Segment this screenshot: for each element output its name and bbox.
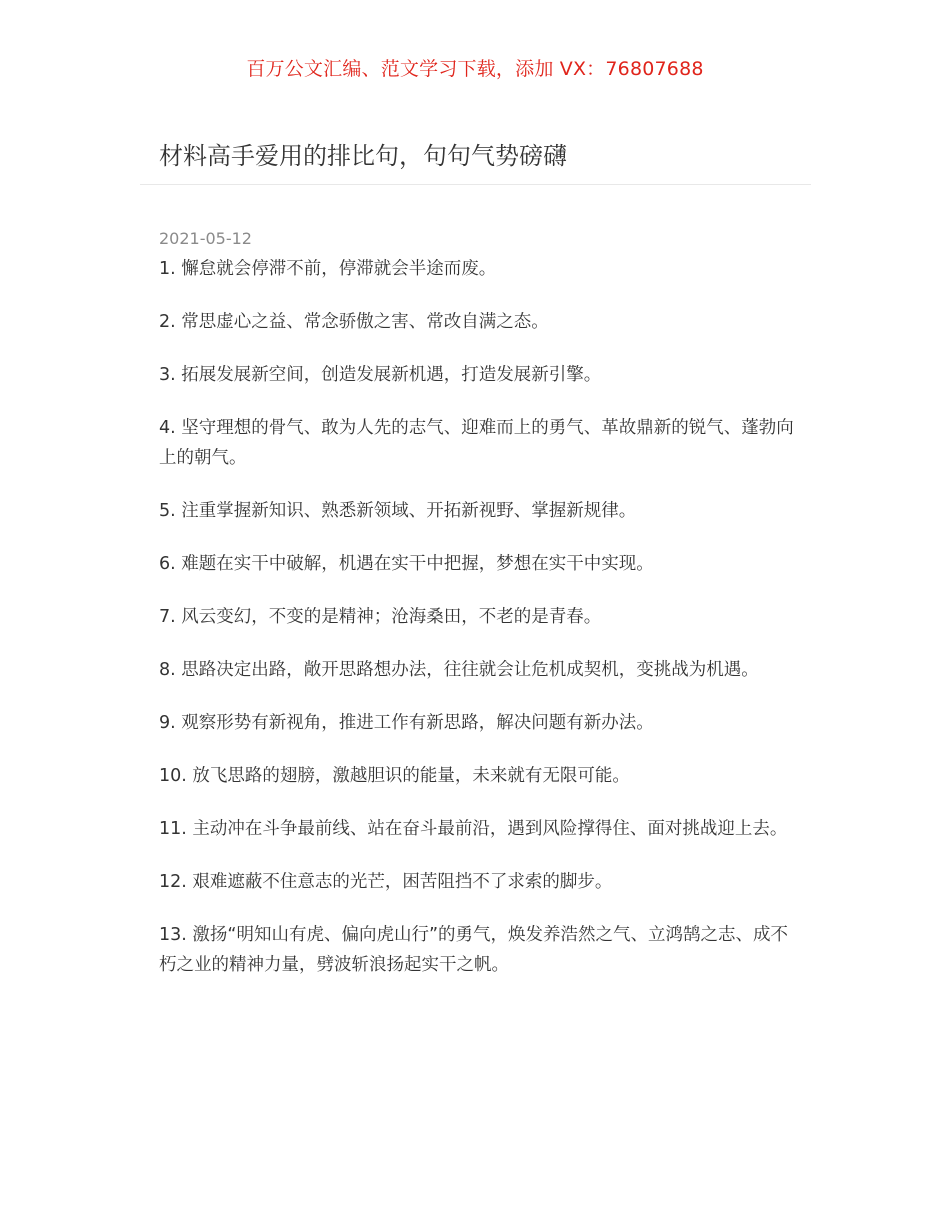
list-item: 9. 观察形势有新视角，推进工作有新思路，解决问题有新办法。 xyxy=(159,713,654,733)
publish-date: 2021-05-12 xyxy=(159,229,252,248)
promo-banner: 百万公文汇编、范文学习下载，添加 VX：76807688 xyxy=(246,58,704,80)
list-item: 10. 放飞思路的翅膀，激越胆识的能量，未来就有无限可能。 xyxy=(159,766,630,786)
list-item: 2. 常思虚心之益、常念骄傲之害、常改自满之态。 xyxy=(159,312,549,332)
list-item: 12. 艰难遮蔽不住意志的光芒，困苦阻挡不了求索的脚步。 xyxy=(159,872,613,892)
list-item: 6. 难题在实干中破解，机遇在实干中把握，梦想在实干中实现。 xyxy=(159,554,654,574)
phrase-list xyxy=(159,254,795,1003)
list-item: 1. 懈怠就会停滞不前，停滞就会半途而废。 xyxy=(159,259,497,279)
list-item: 3. 拓展发展新空间，创造发展新机遇，打造发展新引擎。 xyxy=(159,365,602,385)
list-item: 8. 思路决定出路，敞开思路想办法，往往就会让危机成契机，变挑战为机遇。 xyxy=(159,660,759,680)
article-title: 材料高手爱用的排比句，句句气势磅礴 xyxy=(159,142,567,170)
list-item: 11. 主动冲在斗争最前线、站在奋斗最前沿，遇到风险撑得住、面对挑战迎上去。 xyxy=(159,819,788,839)
list-item: 5. 注重掌握新知识、熟悉新领域、开拓新视野、掌握新规律。 xyxy=(159,501,637,521)
list-item: 4. 坚守理想的骨气、敢为人先的志气、迎难而上的勇气、革故鼎新的锐气、蓬勃向上的朝气。 xyxy=(159,418,794,468)
list-item: 7. 风云变幻，不变的是精神；沧海桑田，不老的是青春。 xyxy=(159,607,602,627)
list-item: 13. 激扬“明知山有虎、偏向虎山行”的勇气，焕发养浩然之气、立鸿鹄之志、成不朽之业的精神力量，劈波斩浪扬起实干之帆。 xyxy=(159,925,789,975)
title-divider xyxy=(140,184,811,185)
